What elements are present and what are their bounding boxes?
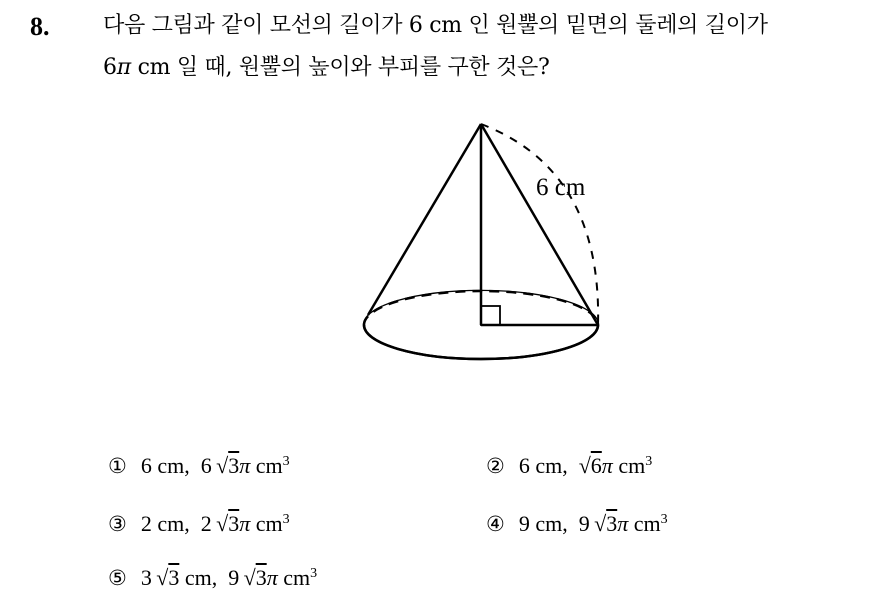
volume-unit: cm (250, 511, 283, 536)
volume-exp: 3 (282, 512, 290, 527)
question-text-line-1: 다음 그림과 같이 모선의 길이가 6 cm 인 원뿔의 밑면의 둘레의 길이가 (103, 13, 768, 38)
choice-height: 6 cm, (140, 453, 190, 478)
volume-coef: 2 (200, 511, 212, 536)
volume-coef: 9 (578, 511, 590, 536)
volume-exp: 3 (282, 454, 290, 469)
choice-1[interactable]: ① 6 cm, 6 √3π $cm^3$ (108, 453, 290, 478)
choice-height: 9 cm, (518, 511, 568, 536)
question-text-line-2 (103, 54, 549, 82)
pi-symbol: π (116, 55, 131, 80)
choice-3[interactable]: ③ 2 cm, 2 √3π $cm^3$ (108, 511, 290, 536)
slant-left (368, 124, 481, 315)
choice-2[interactable]: ② 6 cm, √6π $cm^3$ (486, 453, 653, 478)
volume-exp: 3 (645, 454, 653, 469)
volume-root: 3 (228, 511, 240, 536)
line2-rest: cm 일 때, 원뿔의 높이와 부피를 구한 것은? (130, 55, 550, 80)
choice-5[interactable]: ⑤ 3 √3 cm, 9 √3π $cm^3$ (108, 565, 318, 590)
choice-height: 6 cm, (518, 453, 568, 478)
height-coef: 3 (140, 565, 152, 590)
choice-number: ⑤ (108, 566, 127, 590)
volume-unit: cm (628, 511, 661, 536)
volume-pi: π (266, 565, 278, 590)
question-number: 8. (30, 12, 50, 41)
volume-unit: cm (277, 565, 311, 590)
volume-root: 3 (255, 565, 267, 590)
volume-coef: 9 (228, 565, 240, 590)
line2-prefix: 6 (103, 55, 117, 80)
volume-root: 3 (606, 511, 618, 536)
height-root: 3 (168, 565, 180, 590)
volume-coef: 6 (200, 453, 212, 478)
volume-exp: 3 (310, 566, 318, 581)
volume-pi: π (601, 453, 613, 478)
volume-pi: π (239, 511, 251, 536)
choice-number: ① (108, 454, 127, 478)
volume-pi: π (239, 453, 251, 478)
volume-pi: π (617, 511, 629, 536)
cone-diagram (340, 110, 640, 380)
choice-height: 2 cm, (140, 511, 190, 536)
choice-number: ③ (108, 512, 127, 536)
volume-unit: cm (250, 453, 283, 478)
volume-unit: cm (612, 453, 646, 478)
volume-root: 6 (590, 453, 602, 478)
slant-length-label: 6 cm (536, 174, 586, 201)
cone-base-front-solid (364, 325, 598, 359)
height-unit: cm, (179, 565, 218, 590)
cone-figure (340, 110, 640, 380)
choice-number: ④ (486, 512, 505, 536)
choice-4[interactable]: ④ 9 cm, 9 √3π $cm^3$ (486, 511, 668, 536)
volume-root: 3 (228, 453, 240, 478)
volume-exp: 3 (660, 512, 668, 527)
choice-number: ② (486, 454, 505, 478)
